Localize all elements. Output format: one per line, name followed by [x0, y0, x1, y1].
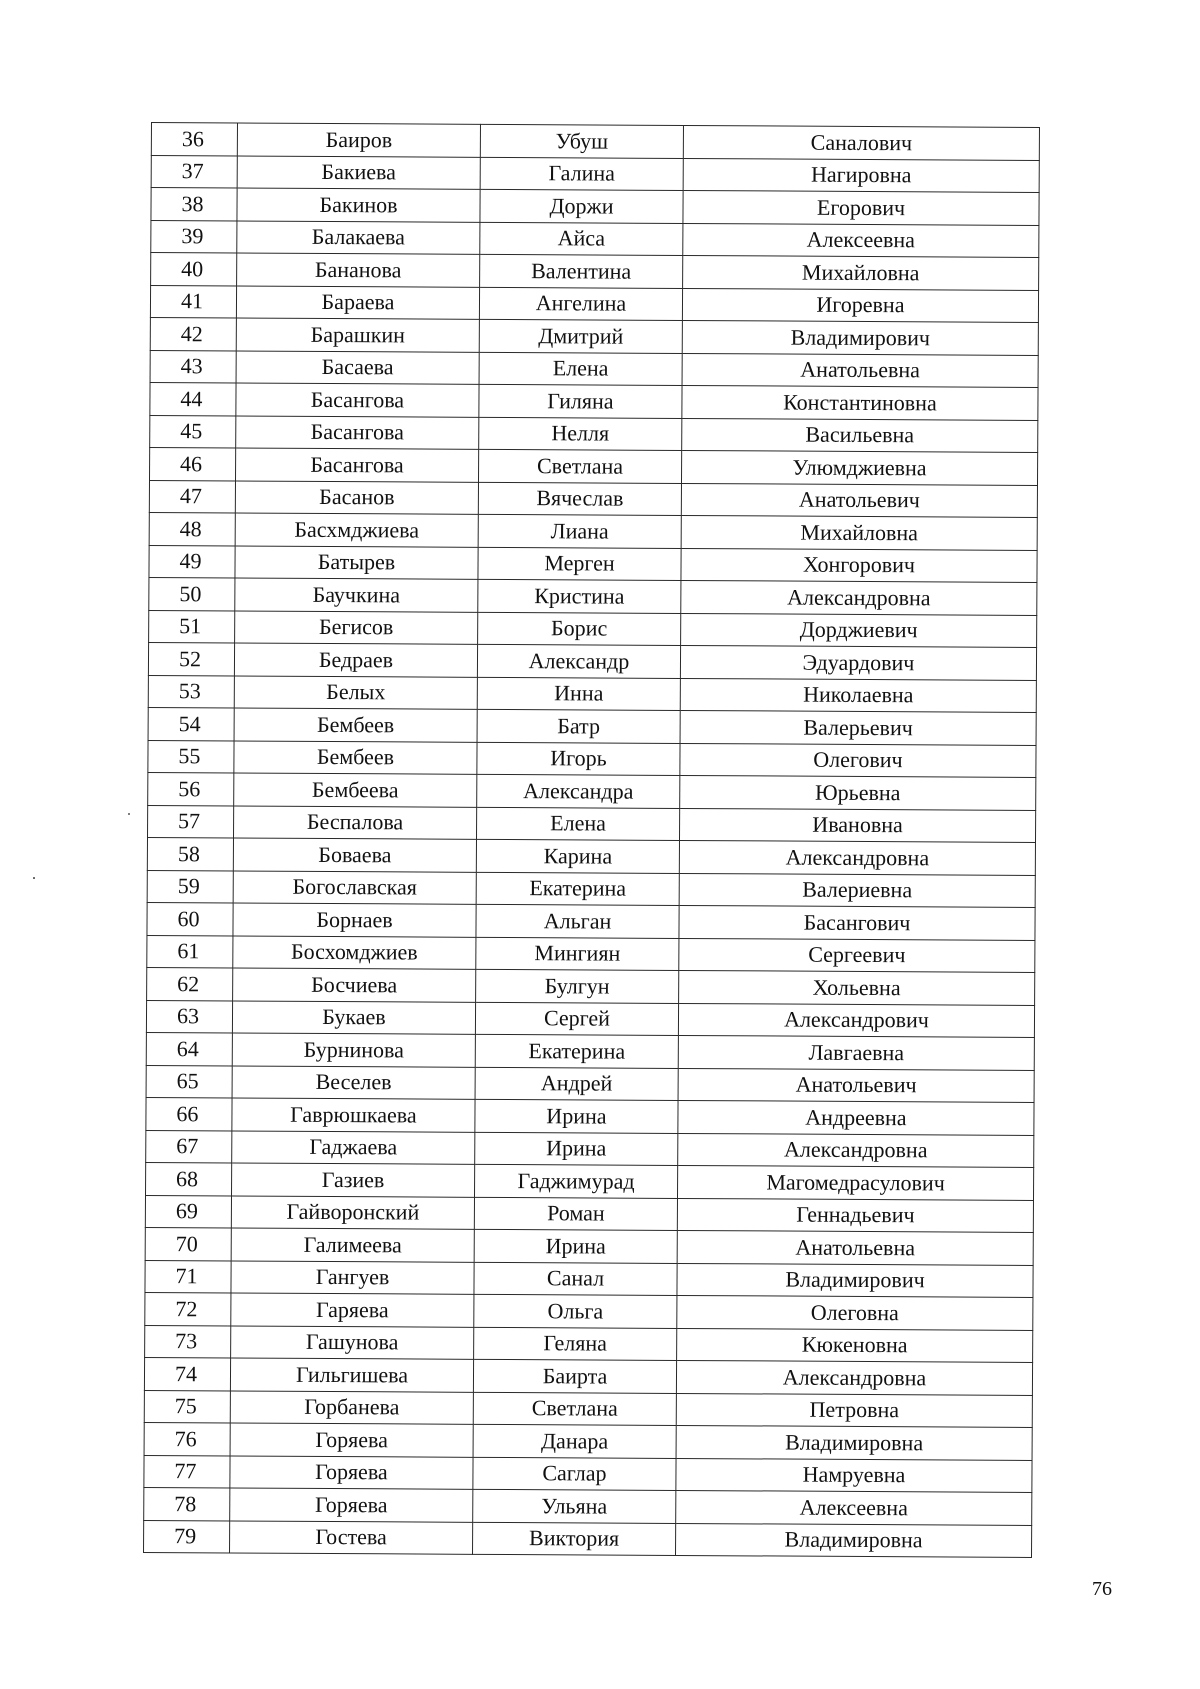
first-name-cell: Нелля — [479, 417, 682, 451]
surname-cell: Бедраев — [234, 643, 477, 677]
table-row — [150, 317, 1038, 354]
names-table — [143, 122, 1040, 1558]
surname-cell: Гильгишева — [230, 1358, 473, 1392]
first-name-cell: Ульяна — [473, 1489, 676, 1523]
table-row — [144, 1357, 1032, 1394]
table-row — [150, 447, 1038, 484]
surname-cell: Галимеева — [231, 1228, 474, 1262]
surname-cell: Борнаев — [233, 903, 476, 937]
patronymic-cell: Александровна — [676, 1360, 1032, 1394]
patronymic-cell: Олеговна — [677, 1295, 1033, 1329]
surname-cell: Гайворонский — [231, 1195, 474, 1229]
surname-cell: Бегисов — [235, 610, 478, 644]
first-name-cell: Альган — [476, 904, 679, 938]
row-number-cell: 54 — [148, 707, 234, 740]
patronymic-cell: Владимировна — [676, 1425, 1032, 1459]
first-name-cell: Санал — [474, 1262, 677, 1296]
row-number-cell: 56 — [148, 772, 234, 805]
surname-cell: Балакаева — [237, 220, 480, 254]
first-name-cell: Виктория — [473, 1522, 676, 1556]
row-number-cell: 47 — [149, 480, 235, 513]
surname-cell: Гашунова — [231, 1325, 474, 1359]
table-row — [146, 1162, 1034, 1199]
patronymic-cell: Александровна — [681, 580, 1037, 614]
first-name-cell: Роман — [474, 1197, 677, 1231]
row-number-cell: 65 — [146, 1065, 232, 1098]
surname-cell: Баиров — [237, 123, 480, 157]
surname-cell: Басангова — [236, 383, 479, 417]
row-number-cell: 64 — [146, 1032, 232, 1065]
patronymic-cell: Владимирович — [677, 1263, 1033, 1297]
table-row — [144, 1422, 1032, 1459]
table-row — [146, 1000, 1034, 1037]
patronymic-cell: Михайловна — [681, 515, 1037, 549]
surname-cell: Бембеев — [234, 708, 477, 742]
patronymic-cell: Александровна — [679, 840, 1035, 874]
row-number-cell: 72 — [145, 1292, 231, 1325]
surname-cell: Букаев — [232, 1000, 475, 1034]
table-row — [148, 772, 1036, 809]
table-row — [151, 155, 1039, 192]
surname-cell: Бараева — [236, 285, 479, 319]
table-row — [151, 188, 1039, 225]
row-number-cell: 50 — [149, 577, 235, 610]
surname-cell: Босхомджиев — [233, 935, 476, 969]
row-number-cell: 68 — [146, 1162, 232, 1195]
first-name-cell: Доржи — [480, 189, 683, 223]
scan-speck — [128, 813, 130, 815]
row-number-cell: 67 — [146, 1130, 232, 1163]
row-number-cell: 73 — [145, 1325, 231, 1358]
row-number-cell: 77 — [144, 1455, 230, 1488]
row-number-cell: 43 — [150, 350, 236, 383]
surname-cell: Басхмджиева — [235, 513, 478, 547]
first-name-cell: Баирта — [473, 1359, 676, 1393]
patronymic-cell: Константиновна — [682, 385, 1038, 419]
table-row — [146, 1065, 1034, 1102]
first-name-cell: Светлана — [473, 1392, 676, 1426]
table-row — [145, 1260, 1033, 1297]
row-number-cell: 46 — [150, 447, 236, 480]
row-number-cell: 74 — [144, 1357, 230, 1390]
first-name-cell: Булгун — [476, 969, 679, 1003]
row-number-cell: 45 — [150, 415, 236, 448]
row-number-cell: 79 — [144, 1520, 230, 1553]
first-name-cell: Гаджимурад — [475, 1164, 678, 1198]
table-row — [147, 870, 1035, 907]
first-name-cell: Айса — [480, 222, 683, 256]
patronymic-cell: Лавгаевна — [678, 1035, 1034, 1069]
patronymic-cell: Владимирович — [682, 320, 1038, 354]
patronymic-cell: Ивановна — [679, 808, 1035, 842]
row-number-cell: 60 — [147, 902, 233, 935]
table-row — [144, 1390, 1032, 1427]
surname-cell: Бакиева — [237, 155, 480, 189]
patronymic-cell: Петровна — [676, 1393, 1032, 1427]
first-name-cell: Кристина — [478, 579, 681, 613]
first-name-cell: Андрей — [475, 1067, 678, 1101]
table-row — [145, 1292, 1033, 1329]
surname-cell: Белых — [234, 675, 477, 709]
row-number-cell: 36 — [151, 123, 237, 156]
patronymic-cell: Улюмджиевна — [681, 450, 1037, 484]
first-name-cell: Дмитрий — [479, 319, 682, 353]
row-number-cell: 49 — [149, 545, 235, 578]
surname-cell: Боваева — [233, 838, 476, 872]
table-row — [148, 805, 1036, 842]
patronymic-cell: Алексеевна — [676, 1490, 1032, 1524]
patronymic-cell: Магомедрасулович — [677, 1165, 1033, 1199]
patronymic-cell: Нагировна — [683, 158, 1039, 192]
surname-cell: Бананова — [237, 253, 480, 287]
table-row — [150, 415, 1038, 452]
surname-cell: Газиев — [232, 1163, 475, 1197]
first-name-cell: Борис — [478, 612, 681, 646]
first-name-cell: Мерген — [478, 547, 681, 581]
table-row — [148, 707, 1036, 744]
first-name-cell: Мингиян — [476, 937, 679, 971]
surname-cell: Батырев — [235, 545, 478, 579]
page-number: 76 — [1092, 1578, 1112, 1600]
table-row — [147, 935, 1035, 972]
surname-cell: Гаряева — [231, 1293, 474, 1327]
patronymic-cell: Анатольевич — [681, 483, 1037, 517]
patronymic-cell: Олегович — [680, 743, 1036, 777]
patronymic-cell: Басангович — [679, 905, 1035, 939]
first-name-cell: Екатерина — [476, 872, 679, 906]
row-number-cell: 61 — [147, 935, 233, 968]
first-name-cell: Инна — [477, 677, 680, 711]
surname-cell: Баучкина — [235, 578, 478, 612]
surname-cell: Горяева — [230, 1488, 473, 1522]
table-row — [145, 1195, 1033, 1232]
patronymic-cell: Намруевна — [676, 1458, 1032, 1492]
patronymic-cell: Кюкеновна — [677, 1328, 1033, 1362]
surname-cell: Басангова — [235, 448, 478, 482]
row-number-cell: 53 — [148, 675, 234, 708]
table-row — [147, 967, 1035, 1004]
table-row — [147, 837, 1035, 874]
surname-cell: Горбанева — [230, 1390, 473, 1424]
row-number-cell: 76 — [144, 1422, 230, 1455]
first-name-cell: Данара — [473, 1424, 676, 1458]
patronymic-cell: Анатольевна — [682, 353, 1038, 387]
surname-cell: Беспалова — [234, 805, 477, 839]
row-number-cell: 75 — [144, 1390, 230, 1423]
surname-cell: Бакинов — [237, 188, 480, 222]
patronymic-cell: Эдуардович — [680, 645, 1036, 679]
names-table-body — [144, 123, 1040, 1558]
first-name-cell: Ирина — [474, 1229, 677, 1263]
first-name-cell: Александра — [477, 774, 680, 808]
patronymic-cell: Александрович — [678, 1003, 1034, 1037]
patronymic-cell: Сергеевич — [679, 938, 1035, 972]
table-row — [144, 1455, 1032, 1492]
row-number-cell: 40 — [151, 253, 237, 286]
table-row — [151, 253, 1039, 290]
row-number-cell: 41 — [150, 285, 236, 318]
surname-cell: Гаджаева — [232, 1130, 475, 1164]
table-row — [144, 1520, 1032, 1557]
first-name-cell: Сергей — [475, 1002, 678, 1036]
row-number-cell: 59 — [147, 870, 233, 903]
first-name-cell: Карина — [476, 839, 679, 873]
surname-cell: Басангова — [236, 415, 479, 449]
table-row — [146, 1032, 1034, 1069]
patronymic-cell: Александровна — [678, 1133, 1034, 1167]
table-row — [150, 285, 1038, 322]
table-row — [149, 545, 1037, 582]
table-row — [151, 123, 1039, 160]
surname-cell: Басаева — [236, 350, 479, 384]
patronymic-cell: Юрьевна — [680, 775, 1036, 809]
first-name-cell: Галина — [480, 157, 683, 191]
first-name-cell: Александр — [477, 644, 680, 678]
patronymic-cell: Андреевна — [678, 1100, 1034, 1134]
first-name-cell: Екатерина — [475, 1034, 678, 1068]
table-row — [146, 1097, 1034, 1134]
row-number-cell: 78 — [144, 1487, 230, 1520]
row-number-cell: 69 — [145, 1195, 231, 1228]
patronymic-cell: Валерьевич — [680, 710, 1036, 744]
first-name-cell: Убуш — [480, 124, 683, 158]
patronymic-cell: Егорович — [683, 190, 1039, 224]
first-name-cell: Гиляна — [479, 384, 682, 418]
table-row — [148, 675, 1036, 712]
patronymic-cell: Анатольевич — [678, 1068, 1034, 1102]
table-row — [149, 480, 1037, 517]
first-name-cell: Саглар — [473, 1457, 676, 1491]
patronymic-cell: Хольевна — [679, 970, 1035, 1004]
table-row — [145, 1227, 1033, 1264]
row-number-cell: 63 — [146, 1000, 232, 1033]
first-name-cell: Геляна — [474, 1327, 677, 1361]
first-name-cell: Светлана — [478, 449, 681, 483]
table-row — [148, 740, 1036, 777]
first-name-cell: Батр — [477, 709, 680, 743]
patronymic-cell: Алексеевна — [683, 223, 1039, 257]
row-number-cell: 62 — [147, 967, 233, 1000]
first-name-cell: Игорь — [477, 742, 680, 776]
patronymic-cell: Николаевна — [680, 678, 1036, 712]
patronymic-cell: Дорджиевич — [681, 613, 1037, 647]
first-name-cell: Елена — [476, 807, 679, 841]
row-number-cell: 55 — [148, 740, 234, 773]
row-number-cell: 39 — [151, 220, 237, 253]
surname-cell: Богославская — [233, 870, 476, 904]
surname-cell: Горяева — [230, 1423, 473, 1457]
first-name-cell: Елена — [479, 352, 682, 386]
first-name-cell: Ольга — [474, 1294, 677, 1328]
row-number-cell: 42 — [150, 317, 236, 350]
patronymic-cell: Валериевна — [679, 873, 1035, 907]
table-row — [149, 610, 1037, 647]
row-number-cell: 57 — [148, 805, 234, 838]
first-name-cell: Вячеслав — [478, 482, 681, 516]
table-row — [150, 382, 1038, 419]
surname-cell: Гангуев — [231, 1260, 474, 1294]
row-number-cell: 51 — [149, 610, 235, 643]
row-number-cell: 48 — [149, 512, 235, 545]
table-row — [146, 1130, 1034, 1167]
row-number-cell: 66 — [146, 1097, 232, 1130]
table-row — [149, 577, 1037, 614]
patronymic-cell: Геннадьевич — [677, 1198, 1033, 1232]
table-row — [150, 350, 1038, 387]
surname-cell: Басанов — [235, 480, 478, 514]
patronymic-cell: Анатольевна — [677, 1230, 1033, 1264]
table-row — [144, 1487, 1032, 1524]
surname-cell: Веселев — [232, 1065, 475, 1099]
surname-cell: Гостева — [230, 1520, 473, 1554]
surname-cell: Горяева — [230, 1455, 473, 1489]
surname-cell: Босчиева — [233, 968, 476, 1002]
first-name-cell: Валентина — [480, 254, 683, 288]
surname-cell: Гаврюшкаева — [232, 1098, 475, 1132]
patronymic-cell: Саналович — [683, 125, 1039, 159]
row-number-cell: 38 — [151, 188, 237, 221]
table-row — [147, 902, 1035, 939]
patronymic-cell: Васильевна — [682, 418, 1038, 452]
scan-speck — [33, 877, 35, 879]
surname-cell: Бембеева — [234, 773, 477, 807]
surname-cell: Барашкин — [236, 318, 479, 352]
patronymic-cell: Владимировна — [676, 1523, 1032, 1557]
patronymic-cell: Игоревна — [682, 288, 1038, 322]
row-number-cell: 71 — [145, 1260, 231, 1293]
row-number-cell: 44 — [150, 382, 236, 415]
patronymic-cell: Михайловна — [683, 255, 1039, 289]
first-name-cell: Лиана — [478, 514, 681, 548]
patronymic-cell: Хонгорович — [681, 548, 1037, 582]
first-name-cell: Ангелина — [479, 287, 682, 321]
table-row — [151, 220, 1039, 257]
table-row — [149, 512, 1037, 549]
row-number-cell: 37 — [151, 155, 237, 188]
first-name-cell: Ирина — [475, 1132, 678, 1166]
table-row — [148, 642, 1036, 679]
row-number-cell: 58 — [147, 837, 233, 870]
surname-cell: Бурнинова — [232, 1033, 475, 1067]
row-number-cell: 52 — [148, 642, 234, 675]
table-row — [145, 1325, 1033, 1362]
first-name-cell: Ирина — [475, 1099, 678, 1133]
row-number-cell: 70 — [145, 1227, 231, 1260]
surname-cell: Бембеев — [234, 740, 477, 774]
